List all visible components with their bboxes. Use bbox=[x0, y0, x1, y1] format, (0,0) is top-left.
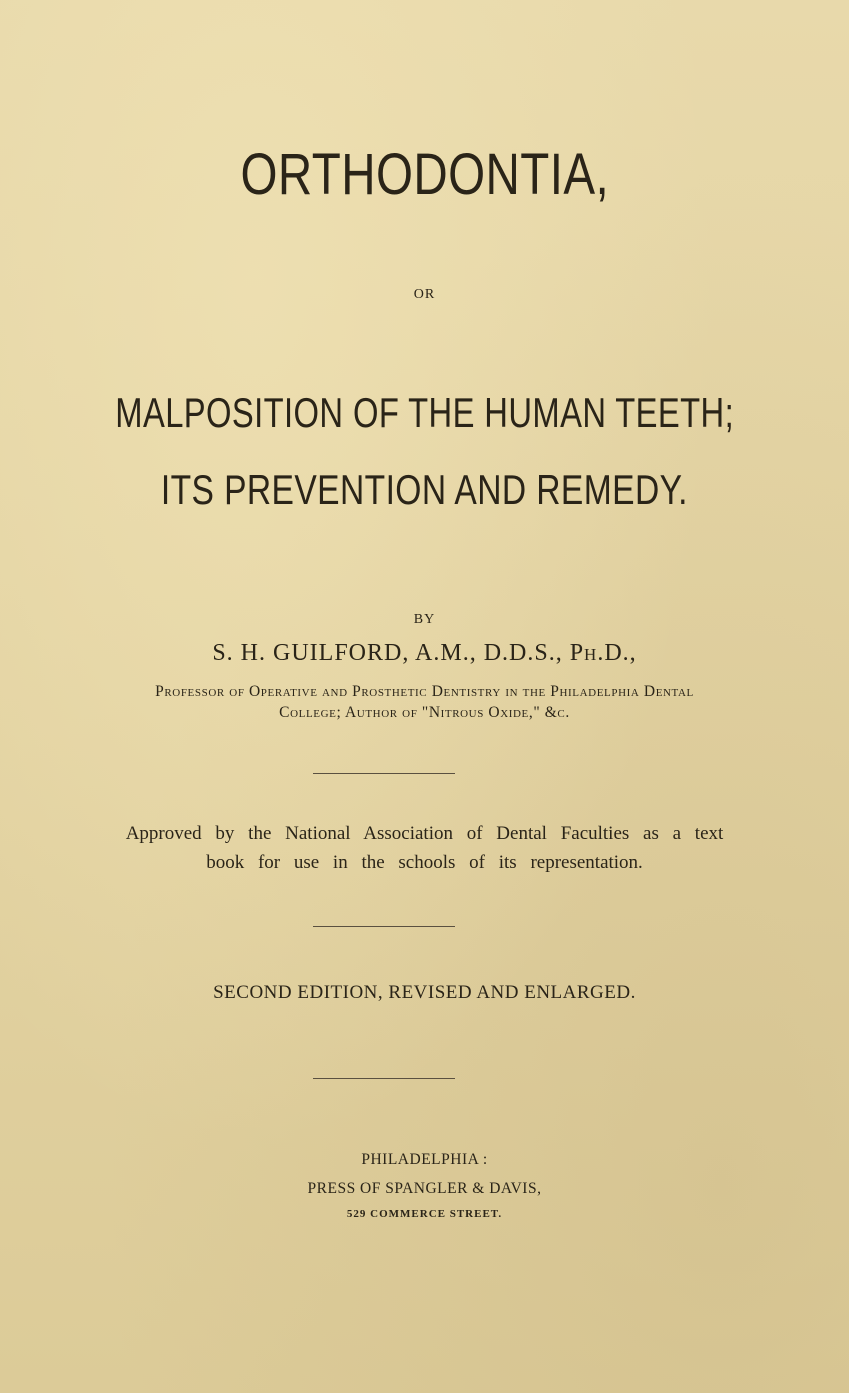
divider-rule bbox=[313, 926, 455, 927]
publisher-address: 529 COMMERCE STREET. bbox=[346, 1208, 503, 1220]
subtitle-line-2-text: ITS PREVENTION AND REMEDY. bbox=[161, 466, 688, 513]
author-credentials-line-1: Professor of Operative and Prosthetic Dentistry in the Philadelphia Dental bbox=[155, 683, 694, 700]
by-connector: BY bbox=[413, 612, 436, 627]
subtitle-line-1 bbox=[0, 385, 849, 442]
subtitle-line-2 bbox=[0, 462, 849, 519]
or-connector: OR bbox=[413, 287, 436, 302]
approval-line-2: book for use in the schools of its representation. bbox=[206, 852, 643, 873]
publisher-name: PRESS OF SPANGLER & DAVIS, bbox=[307, 1180, 542, 1197]
subtitle-line-1-text: MALPOSITION OF THE HUMAN TEETH; bbox=[115, 389, 734, 436]
edition-statement: SECOND EDITION, REVISED AND ENLARGED. bbox=[213, 982, 636, 1003]
book-title-text: ORTHODONTIA, bbox=[240, 142, 609, 207]
publisher-city: PHILADELPHIA : bbox=[361, 1151, 488, 1168]
author-name: S. H. GUILFORD, A.M., D.D.S., Ph.D., bbox=[212, 640, 637, 666]
author-credentials-line-2: College; Author of "Nitrous Oxide," &c. bbox=[279, 704, 570, 721]
divider-rule bbox=[313, 773, 455, 774]
divider-rule bbox=[313, 1078, 455, 1079]
book-title bbox=[0, 140, 849, 210]
approval-line-1: Approved by the National Association of Dental Faculties as a text bbox=[125, 823, 724, 844]
